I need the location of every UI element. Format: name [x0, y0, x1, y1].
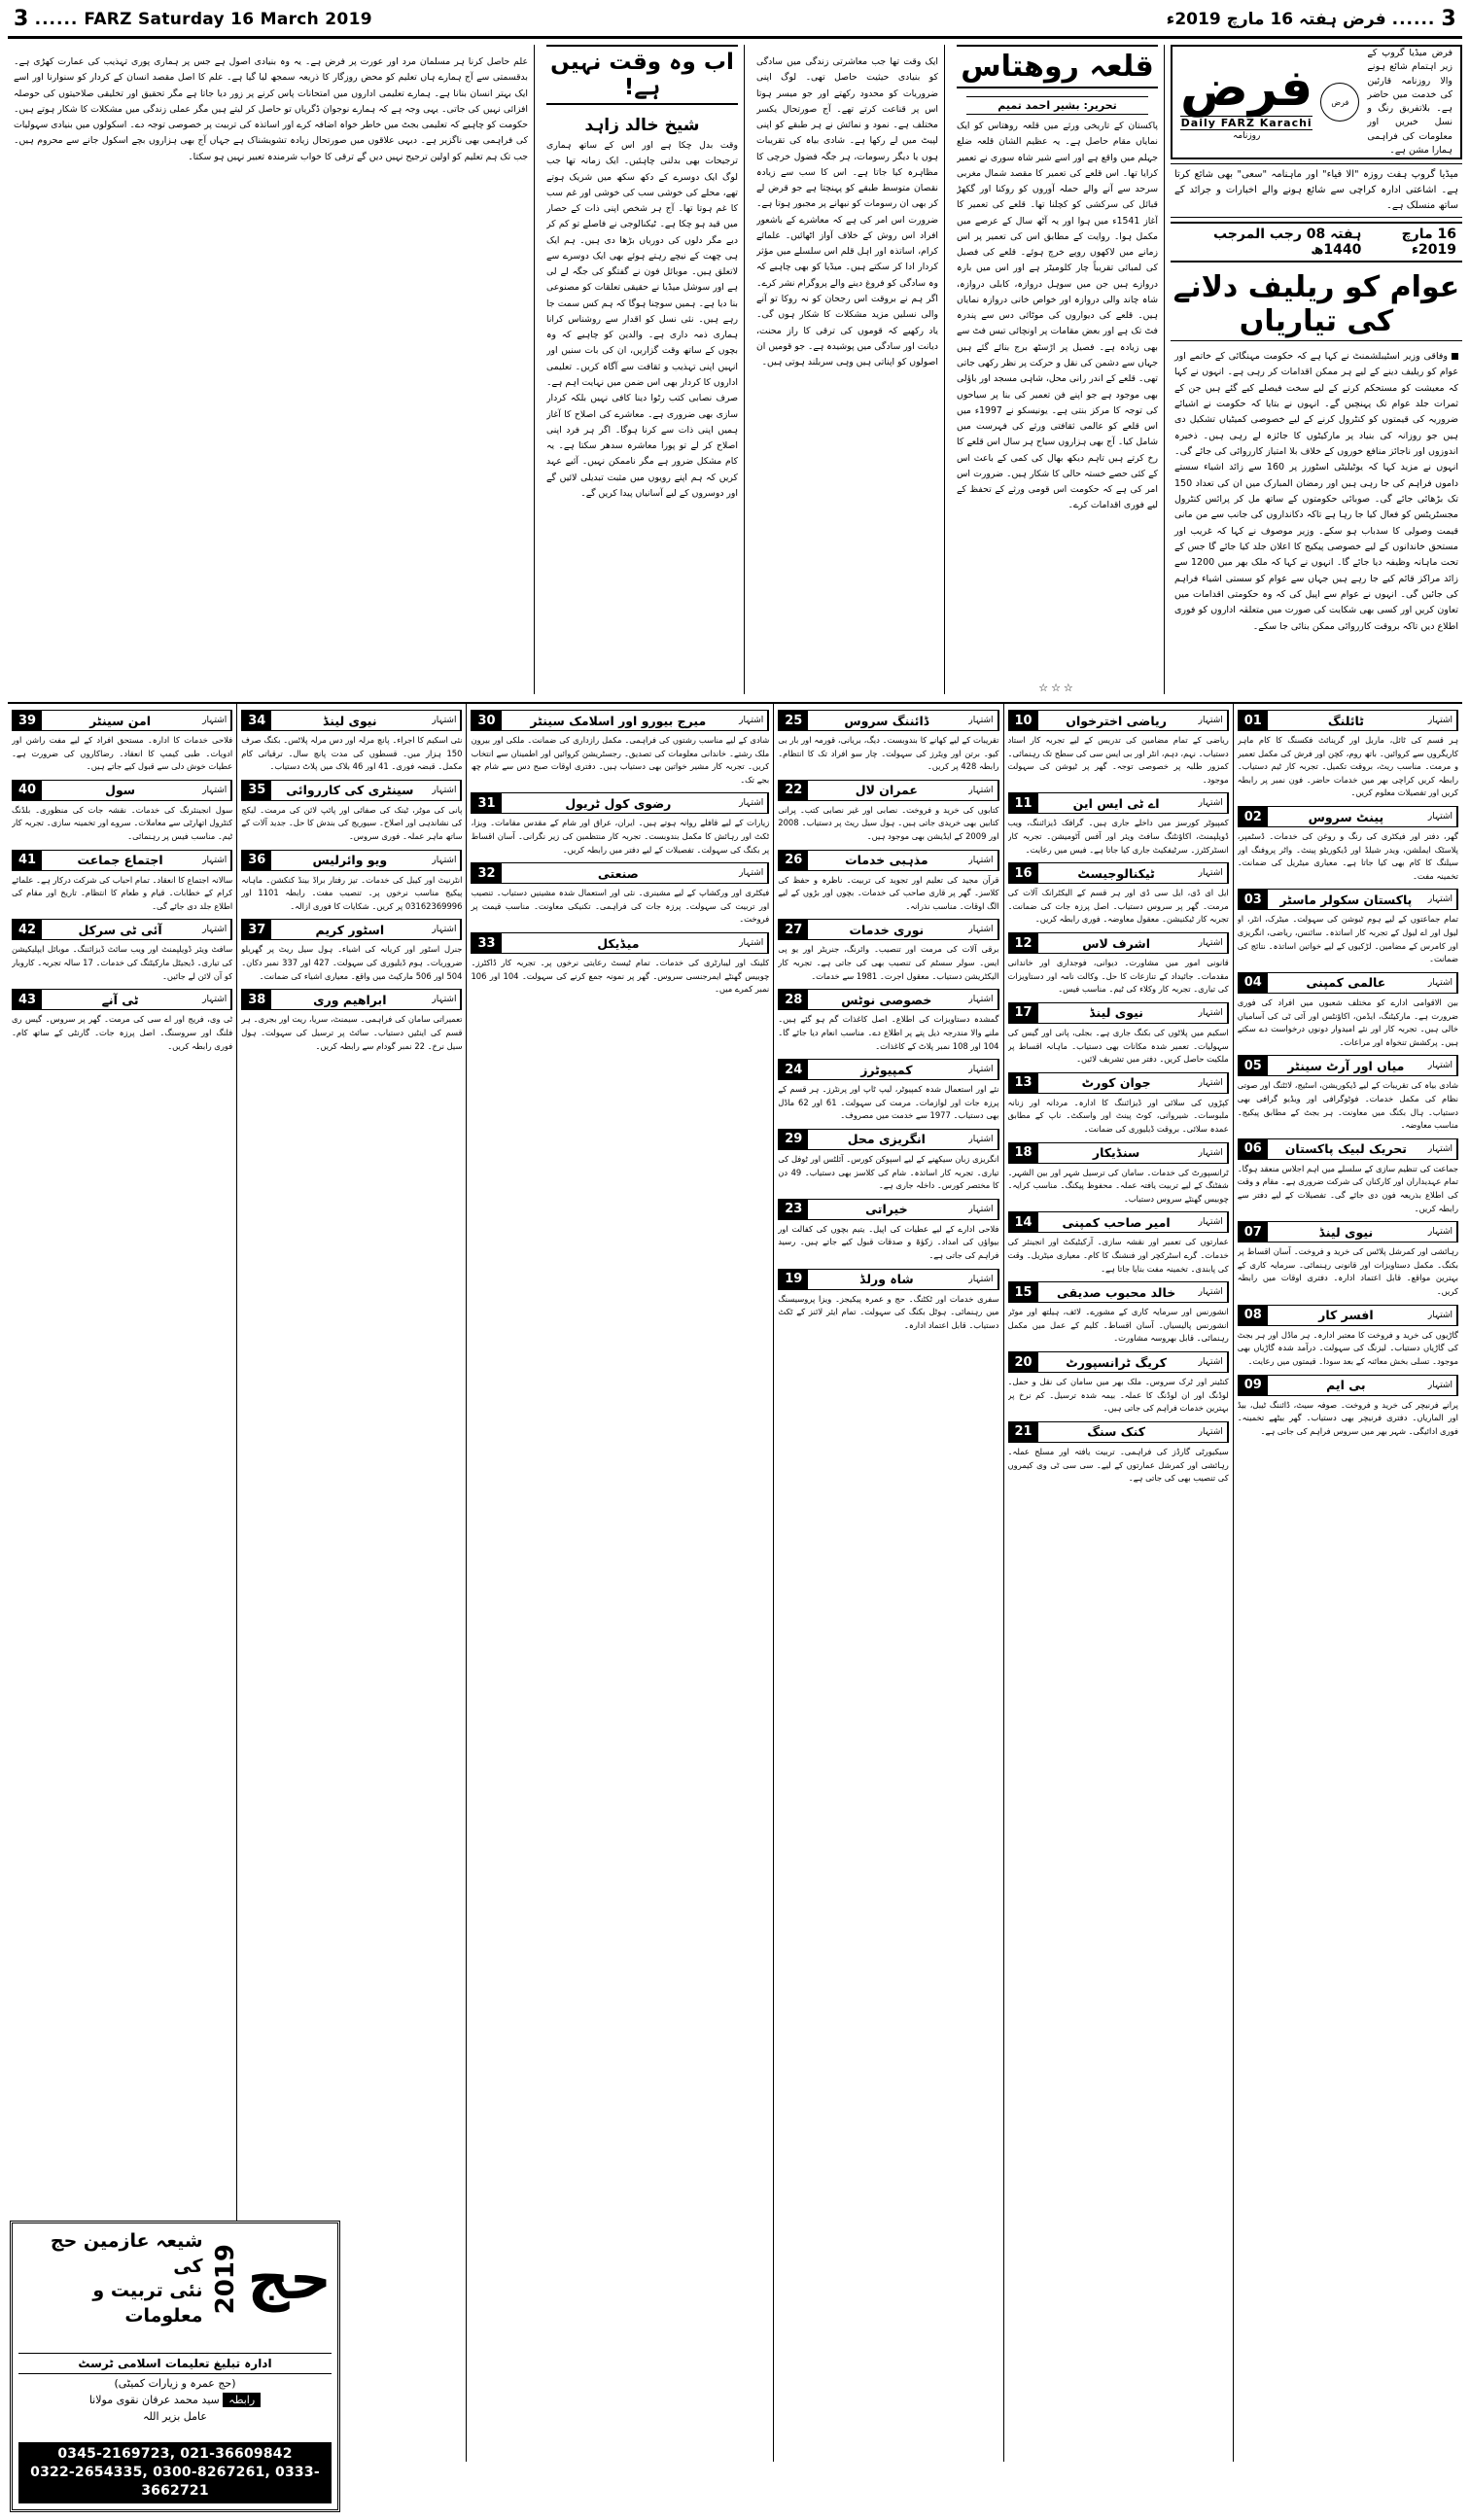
masthead-side-note: فرض میڈیا گروپ کے زیر اہتمام شائع ہونے والا روزنامہ قارئین کی خدمت میں حاضر ہے۔ بلاتفریق رنگ و نسل خبریں اور معلومات کی فراہمی ہمارا مشن ہے۔ — [1367, 48, 1452, 156]
classified-heading[interactable] — [241, 919, 462, 940]
category-number: 32 — [472, 863, 501, 883]
classified-body: سول انجینئرنگ کی خدمات۔ نقشہ جات کی منظوری۔ بلڈنگ کنٹرول اتھارٹی سے معاملات۔ سروے اور تخمینہ سازی۔ تجربہ کار ٹیم۔ مناسب فیس پر رہنمائی۔ — [11, 804, 233, 842]
classified-heading[interactable] — [471, 710, 769, 731]
article-title: قلعہ روھتاس — [957, 45, 1158, 88]
classified-column-4 — [466, 704, 773, 2462]
classified-body: شادی کے لیے مناسب رشتوں کی فراہمی۔ مکمل رازداری کی ضمانت۔ ملکی اور بیرون ملک رشتے۔ خاندانی معلومات کی تصدیق۔ رجسٹریشن کروائیں اور اطمینان سے انتخاب کریں۔ تجربہ کار مشیر خواتین بھی دستیاب ہیں۔ دفتری اوقات صبح دس سے شام چھ بجے تک۔ — [471, 735, 770, 785]
advert-person-name: سید محمد عرفان نقوی مولانا — [88, 2393, 220, 2406]
classified-heading[interactable] — [1238, 1305, 1458, 1326]
category-number: 30 — [472, 711, 501, 730]
category-tag: اشتہار — [964, 1060, 998, 1079]
category-tag: اشتہار — [964, 781, 998, 800]
category-number: 36 — [242, 851, 271, 870]
category-number: 31 — [472, 793, 501, 813]
advert-phone-line-2: 0322-2654335, 0300-8267261, 0333-3662721 — [30, 2465, 320, 2500]
category-number: 11 — [1009, 793, 1038, 813]
category-name: کمپیوٹرز — [860, 1062, 913, 1077]
classified-body: ہر قسم کی ٹائل، ماربل اور گرینائٹ فکسنگ کا کام ماہر کاریگروں سے کروائیں۔ باتھ روم، کچن اور فرش کی مکمل تعمیر و مرمت۔ مناسب ریٹ، بروقت تکمیل۔ تجربہ کار ٹیم دستیاب۔ رابطہ کریں کراچی بھر میں خدمات حاضر۔ فون نمبر پر رابطہ کریں اور تفصیلات معلوم کریں۔ — [1237, 735, 1458, 798]
classified-body: سالانہ اجتماع کا انعقاد۔ تمام احباب کی شرکت درکار ہے۔ علمائے کرام کے خطابات۔ قیام و طعام کا انتظام۔ تاریخ اور مقام کی اطلاع جلد دی جائے گی۔ — [11, 874, 233, 911]
category-name: ابراھیم وری — [313, 992, 387, 1007]
category-name: پاکستان سکولر ماسٹر — [1279, 892, 1413, 907]
category-name: ریاضی اخترخواں — [1066, 713, 1167, 728]
category-tag: اشتہار — [735, 793, 768, 813]
category-number: 27 — [779, 920, 808, 939]
category-name: سینٹری کی کارروائی — [286, 783, 414, 798]
category-number: 10 — [1009, 711, 1038, 730]
classified-heading[interactable] — [1238, 972, 1458, 994]
dateline-gregorian: 16 مارچ 2019ء — [1401, 227, 1456, 258]
page-number-left: 3 — [14, 7, 29, 31]
category-number: 05 — [1239, 1056, 1268, 1075]
category-number: 37 — [242, 920, 271, 939]
classified-heading[interactable] — [241, 710, 462, 731]
header-left — [14, 7, 372, 31]
category-number: 08 — [1239, 1306, 1268, 1325]
category-tag: اشتہار — [428, 711, 461, 730]
category-name: اے ٹی ایس این — [1072, 795, 1160, 811]
advert-org-sub: (حج عمرہ و زیارات کمیٹی) — [114, 2376, 236, 2390]
bullet-square-icon — [1452, 353, 1458, 360]
advert-person — [18, 2393, 332, 2407]
category-tag: اشتہار — [1424, 1056, 1457, 1075]
classified-body: نئے اور استعمال شدہ کمپیوٹر، لیپ ٹاپ اور پرنٹرز۔ ہر قسم کے پرزہ جات اور لوازمات۔ مرمت کی سہولت۔ 61 اور 62 ماڈل بھی دستیاب۔ 1977 سے خدمت میں مصروف۔ — [778, 1084, 999, 1121]
category-number: 24 — [779, 1060, 808, 1079]
category-tag: اشتہار — [735, 711, 768, 730]
classified-heading[interactable] — [12, 780, 232, 801]
article-title: اب وہ وقت نہیں ہے! — [546, 45, 738, 105]
category-name: میاں اور آرٹ سینٹر — [1287, 1058, 1405, 1073]
classified-body: قرآن مجید کی تعلیم اور تجوید کی تربیت۔ ناظرہ و حفظ کی کلاسز۔ گھر پر قاری صاحب کی خدمات۔ بچوں اور بڑوں کے لیے الگ اوقات۔ مناسب نذرانہ۔ — [778, 874, 999, 911]
category-name: امیر صاحب کمپنی — [1062, 1214, 1171, 1230]
category-tag: اشتہار — [1195, 711, 1228, 730]
category-name: رضوی کول ٹریول — [565, 795, 672, 811]
category-tag: اشتہار — [1195, 1212, 1228, 1232]
classified-body: جنرل اسٹور اور کریانہ کی اشیاء۔ ہول سیل ریٹ پر گھریلو ضروریات۔ ہوم ڈیلیوری کی سہولت۔ 427 اور 337 نمبر دکان۔ 504 اور 506 مارکیٹ میں واقع۔ معیاری اشیاء کی ضمانت۔ — [241, 944, 463, 981]
classified-body: زیارات کے لیے قافلے روانہ ہوتے ہیں۔ ایران، عراق اور شام کے مقدس مقامات۔ ویزا، ٹکٹ اور رہائش کا مکمل بندوبست۔ تجربہ کار منتظمین کی زیر نگرانی۔ آسان اقساط پر بکنگ کی سہولت۔ تفصیلات کے لیے دفتر میں رابطہ کریں۔ — [471, 818, 770, 855]
advert-contact-label: رابطہ — [223, 2393, 261, 2407]
brand-tagline: روزنامہ — [1232, 131, 1261, 141]
category-name: نیوی لینڈ — [1089, 1005, 1143, 1021]
category-tag: اشتہار — [428, 781, 461, 800]
category-name: ویو وائرلیس — [312, 853, 388, 868]
header-english-title: FARZ Saturday 16 March 2019 — [84, 9, 372, 29]
classified-body: انگریزی زبان سیکھنے کے لیے اسپوکن کورس۔ آئلٹس اور ٹوفل کی تیاری۔ تجربہ کار اساتذہ۔ شام کی کلاسز بھی دستیاب۔ 49 دن کا مختصر کورس۔ داخلہ جاری ہے۔ — [778, 1153, 999, 1191]
category-tag: اشتہار — [1195, 1352, 1228, 1372]
category-number: 39 — [13, 711, 42, 730]
classified-heading[interactable] — [778, 850, 998, 871]
category-number: 20 — [1009, 1352, 1038, 1372]
lead-headline: عوام کو ریلیف دلانے کی تیاریاں — [1171, 266, 1462, 341]
dateline-hijri: ہفتہ 08 رجب المرجب 1440ھ — [1212, 227, 1362, 258]
category-name: مذہبی خدمات — [845, 853, 928, 868]
category-tag: اشتہار — [1424, 1306, 1457, 1325]
article-body: علم حاصل کرنا ہر مسلمان مرد اور عورت پر فرض ہے۔ یہ وہ بنیادی اصول ہے جس پر ہماری پوری تہذیب کی عمارت کھڑی ہے۔ بدقسمتی سے آج ہمارے ہاں تعلیم کو محض روزگار کا ذریعہ سمجھ لیا گیا ہے۔ علم کا اصل مقصد انسان کے کردار کو سنوارنا اور اسے ایک بہتر انسان بنانا ہے۔ ہمارے تعلیمی اداروں میں امتحانات پاس کرنے پر زور دیا جاتا ہے مگر تحقیق اور تخلیقی صلاحیتوں کی حوصلہ افزائی نہیں کی جاتی۔ یہی وجہ ہے کہ ہمارے نوجوان ڈگریاں تو حاصل کر لیتے ہیں مگر عملی زندگی میں مشکلات کا شکار ہوتے ہیں۔ حکومت کو چاہیے کہ تعلیمی بجٹ میں خاطر خواہ اضافہ کرے اور اساتذہ کی تربیت پر خصوصی توجہ دے۔ اسکولوں میں بنیادی سہولیات کی فراہمی بھی ناگزیر ہے۔ دیہی علاقوں میں صورتحال زیادہ تشویشناک ہے جہاں آج بھی ہزاروں بچے اسکول جانے سے محروم ہیں۔ جب تک ہم تعلیم کو اولین ترجیح نہیں دیں گے ترقی کا خواب شرمندہ تعبیر نہیں ہو سکتا۔ — [14, 56, 528, 162]
classified-column-5 — [236, 704, 466, 2462]
classified-body: برقی آلات کی مرمت اور تنصیب۔ وائرنگ، جنریٹر اور یو پی ایس۔ سولر سسٹم کی تنصیب بھی کی جاتی ہے۔ تجربہ کار الیکٹریشن دستیاب۔ معقول اجرت۔ 1981 سے خدمات۔ — [778, 944, 999, 981]
category-number: 01 — [1239, 711, 1268, 730]
classified-heading[interactable] — [1008, 1351, 1229, 1373]
header-dots-left: ...... — [34, 9, 79, 29]
classified-heading[interactable] — [241, 850, 462, 871]
advert-big-word: حج — [247, 2245, 332, 2314]
category-name: بی ایم — [1326, 1378, 1366, 1392]
category-tag: اشتہار — [735, 863, 768, 883]
classified-body: فلاحی ادارے کے لیے عطیات کی اپیل۔ یتیم بچوں کی کفالت اور بیواؤں کی امداد۔ زکوٰۃ و صدقات قبول کیے جاتے ہیں۔ رسید فراہم کی جاتی ہے۔ — [778, 1223, 999, 1261]
classified-heading[interactable] — [778, 1059, 998, 1080]
header-right — [1167, 7, 1456, 31]
classified-body: جماعت کی تنظیم سازی کے سلسلے میں اہم اجلاس منعقد ہوگا۔ تمام عہدیداران اور کارکنان کی شرکت ضروری ہے۔ مقام و وقت کی اطلاع بذریعہ فون دی جائے گی۔ تفصیلات کے لیے دفتر سے رابطہ کریں۔ — [1237, 1163, 1458, 1213]
classified-body: کتابوں کی خرید و فروخت۔ نصابی اور غیر نصابی کتب۔ پرانی کتابیں بھی خریدی جاتی ہیں۔ ہول سیل ریٹ پر دستیاب۔ 2008 اور 2009 کے ایڈیشن بھی موجود ہیں۔ — [778, 804, 999, 842]
advert-phone-block[interactable] — [18, 2442, 332, 2503]
category-number: 21 — [1009, 1422, 1038, 1442]
category-name: شاہ ورلڈ — [859, 1272, 914, 1287]
classified-column-6 — [8, 704, 236, 2462]
category-number: 14 — [1009, 1212, 1038, 1232]
category-tag: اشتہار — [1424, 1222, 1457, 1242]
category-number: 23 — [779, 1200, 808, 1219]
classified-heading[interactable] — [241, 780, 462, 801]
classified-heading[interactable] — [1238, 1375, 1458, 1396]
brand-name-urdu: فرض — [1180, 59, 1313, 118]
page-header — [8, 6, 1462, 39]
classified-heading[interactable] — [1008, 862, 1229, 884]
classified-body: کنٹینر اور ٹرک سروس۔ ملک بھر میں سامان کی نقل و حمل۔ لوڈنگ اور ان لوڈنگ کا عملہ۔ بیمہ شدہ ترسیل۔ کم نرخ پر بہترین خدمات فراہم کی جاتی ہیں۔ — [1007, 1377, 1229, 1414]
category-number: 19 — [779, 1270, 808, 1289]
article-body: پاکستان کے تاریخی ورثے میں قلعہ روھتاس کو ایک نمایاں مقام حاصل ہے۔ یہ عظیم الشان قلعہ ضلع جہلم میں واقع ہے اور اسے شیر شاہ سوری نے تعمیر کرایا تھا۔ اس قلعے کی تعمیر کا مقصد شمال مغربی سرحد سے آنے والے حملہ آوروں کو روکنا اور گکھڑ قبائل کی سرکشی کو کچلنا تھا۔ قلعے کی تعمیر کا آغاز 1541ء میں ہوا اور یہ آٹھ سال کے عرصے میں مکمل ہوا۔ روایت کے مطابق اس کی تعمیر پر اس زمانے میں لاکھوں روپے خرچ ہوئے۔ قلعے کی فصیل کی لمبائی تقریباً چار کلومیٹر ہے اور اس میں بارہ دروازے ہیں جن میں سوہل دروازہ، کابلی دروازہ، شاہ چاند والی دروازہ اور خواص خانی دروازہ نمایاں ہیں۔ قلعے کی دیواروں کی موٹائی دس سے پندرہ فٹ تک ہے اور بعض مقامات پر اونچائی تیس فٹ سے بھی زیادہ ہے۔ فصیل پر اڑسٹھ برج بنائے گئے ہیں جہاں سے دشمن کی نقل و حرکت پر نظر رکھی جاتی تھی۔ قلعے کے اندر رانی محل، شاہی مسجد اور باؤلی بھی موجود ہے جو اپنے فن تعمیر کی بنا پر سیاحوں کی توجہ کا مرکز بنتی ہے۔ یونیسکو نے 1997ء میں اس قلعے کو عالمی ثقافتی ورثے کی فہرست میں شامل کیا۔ آج بھی ہزاروں سیاح ہر سال اس قلعے کا رخ کرتے ہیں تاہم دیکھ بھال کی کمی کے باعث اس کے کئی حصے خستہ حالی کا شکار ہیں۔ ضرورت اس امر کی ہے کہ حکومت اس قومی ورثے کے تحفظ کے لیے فوری اقدامات کرے۔ — [957, 121, 1158, 511]
dateline — [1171, 222, 1462, 262]
advert-line-1: شیعہ عازمین حج کی — [50, 2230, 203, 2277]
classified-column-3 — [773, 704, 1002, 2462]
category-number: 33 — [472, 933, 501, 953]
classified-body: گاڑیوں کی خرید و فروخت کا معتبر ادارہ۔ ہر ماڈل اور ہر بجٹ کی گاڑیاں دستیاب۔ لیزنگ کی سہولت۔ درآمد شدہ گاڑیاں بھی موجود۔ تسلی بخش معائنہ کے بعد سودا۔ قیمتوں میں رعایت۔ — [1237, 1329, 1458, 1366]
classified-heading[interactable] — [778, 1269, 998, 1290]
category-number: 12 — [1009, 933, 1038, 953]
category-number: 15 — [1009, 1282, 1038, 1302]
classified-heading[interactable] — [1008, 1281, 1229, 1303]
classified-body: تعمیراتی سامان کی فراہمی۔ سیمنٹ، سریا، ریت اور بجری۔ ہر قسم کی اینٹیں دستیاب۔ سائٹ پر ترسیل کی سہولت۔ ہول سیل نرخ۔ 22 نمبر گودام سے رابطہ کریں۔ — [241, 1014, 463, 1051]
category-tag: اشتہار — [964, 711, 998, 730]
hajj-advertisement[interactable] — [10, 2221, 340, 2512]
classified-body: انشورنس اور سرمایہ کاری کے مشورے۔ لائف، ہیلتھ اور موٹر انشورنس پالیسیاں۔ آسان اقساط۔ کلیم کے عمل میں مکمل رہنمائی۔ قابل بھروسہ مشاورت۔ — [1007, 1307, 1229, 1344]
classified-heading[interactable] — [1008, 1421, 1229, 1443]
classified-heading[interactable] — [1008, 932, 1229, 954]
category-tag: اشتہار — [964, 1270, 998, 1289]
classified-body: گھر، دفتر اور فیکٹری کی رنگ و روغن کی خدمات۔ ڈسٹمپر، پلاسٹک ایملشن، ویدر شیلڈ اور ڈیکوریٹو پینٹ۔ واٹر پروفنگ اور سیلنگ کا کام بھی کیا جاتا ہے۔ معیاری میٹریل کی ضمانت۔ تخمینہ مفت۔ — [1237, 831, 1458, 881]
classified-heading[interactable] — [778, 1129, 998, 1150]
category-number: 04 — [1239, 973, 1268, 993]
category-number: 43 — [13, 990, 42, 1009]
advert-top — [18, 2229, 332, 2329]
classified-heading[interactable] — [471, 932, 769, 954]
brand-logo — [1180, 59, 1313, 141]
classified-heading[interactable] — [1008, 710, 1229, 731]
classified-heading[interactable] — [1008, 1072, 1229, 1094]
star-divider-icon: ☆☆☆ — [1038, 682, 1076, 694]
classified-heading[interactable] — [1238, 806, 1458, 827]
classified-heading[interactable] — [12, 850, 232, 871]
category-number: 16 — [1009, 863, 1038, 883]
classified-heading[interactable] — [471, 792, 769, 814]
classified-heading[interactable] — [241, 989, 462, 1010]
category-number: 26 — [779, 851, 808, 870]
category-tag: اشتہار — [1195, 1143, 1228, 1163]
category-tag: اشتہار — [964, 920, 998, 939]
advert-org: ادارہ تبلیغ تعلیمات اسلامی ٹرسٹ — [18, 2353, 332, 2374]
category-tag: اشتہار — [1195, 1073, 1228, 1093]
category-number: 17 — [1009, 1003, 1038, 1023]
category-name: ٹیکنالوجیسٹ — [1077, 865, 1155, 881]
header-dots-right: ...... — [1391, 9, 1436, 29]
category-number: 18 — [1009, 1143, 1038, 1163]
category-name: کریگ ٹرانسپورٹ — [1066, 1354, 1167, 1370]
category-name: اجتماع جماعت — [77, 853, 163, 868]
category-tag: اشتہار — [428, 920, 461, 939]
category-name: میڈیکل — [597, 935, 640, 951]
article-ab-wo-waqt — [541, 45, 745, 694]
category-number: 07 — [1239, 1222, 1268, 1242]
category-name: ٹائلنگ — [1327, 713, 1364, 728]
classified-heading[interactable] — [12, 989, 232, 1010]
seal-icon: فرض — [1320, 83, 1359, 122]
classified-grid — [8, 702, 1462, 2462]
classified-column-1 — [1233, 704, 1462, 2462]
category-number: 25 — [779, 711, 808, 730]
classified-body: انٹرنیٹ اور کیبل کی خدمات۔ تیز رفتار براڈ بینڈ کنکشن۔ ماہانہ پیکیج مناسب نرخوں پر۔ تنصیب مفت۔ رابطہ 1101 اور 03162369996 پر کریں۔ شکایات کا فوری ازالہ۔ — [241, 874, 463, 911]
category-number: 13 — [1009, 1073, 1038, 1093]
classified-body: ایل ای ڈی، ایل سی ڈی اور ہر قسم کے الیکٹرانک آلات کی مرمت۔ گھر پر سروس دستیاب۔ اصل پرزہ جات کی ضمانت۔ تجربہ کار ٹیکنیشن۔ معقول معاوضہ۔ فوری رابطہ کریں۔ — [1007, 888, 1229, 925]
category-name: نوری خدمات — [849, 922, 925, 937]
category-name: خیراتی — [865, 1202, 908, 1217]
category-tag: اشتہار — [198, 711, 231, 730]
advert-middle — [18, 2349, 332, 2423]
category-tag: اشتہار — [1195, 933, 1228, 953]
category-number: 29 — [779, 1130, 808, 1149]
classified-heading[interactable] — [1238, 889, 1458, 910]
page-number-right: 3 — [1441, 7, 1456, 31]
category-tag: اشتہار — [1424, 973, 1457, 993]
category-tag: اشتہار — [1195, 1003, 1228, 1023]
category-number: 42 — [13, 920, 42, 939]
category-tag: اشتہار — [198, 781, 231, 800]
advert-line-2: نئی تربیت و معلومات — [92, 2280, 203, 2327]
category-number: 41 — [13, 851, 42, 870]
classified-heading[interactable] — [778, 989, 998, 1010]
category-number: 02 — [1239, 807, 1268, 826]
masthead-logo-box — [1171, 45, 1462, 159]
category-number: 03 — [1239, 890, 1268, 909]
category-tag: اشتہار — [1424, 890, 1457, 909]
classified-heading[interactable] — [12, 919, 232, 940]
category-tag: اشتہار — [1195, 793, 1228, 813]
category-name: تحریک لبیک پاکستان — [1284, 1141, 1407, 1157]
classified-body: گمشدہ دستاویزات کی اطلاع۔ اصل کاغذات گم ہو گئے ہیں۔ ملنے والا مندرجہ ذیل پتے پر اطلاع دے۔ مناسب انعام دیا جائے گا۔ 104 اور 108 نمبر پلاٹ کے کاغذات۔ — [778, 1014, 999, 1051]
category-name: جوان کورٹ — [1081, 1075, 1151, 1091]
category-name: ڈائننگ سروس — [844, 713, 929, 728]
classified-heading[interactable] — [778, 919, 998, 940]
category-number: 35 — [242, 781, 271, 800]
category-name: افسر کار — [1318, 1308, 1374, 1323]
category-number: 34 — [242, 711, 271, 730]
category-name: اسٹور کریم — [315, 922, 385, 937]
category-name: آئی ٹی سرکل — [78, 922, 162, 937]
category-name: سول — [105, 783, 136, 798]
category-tag: اشتہار — [1195, 1282, 1228, 1302]
masthead-strip-note: میڈیا گروپ ہفت روزہ "الا فیاء" اور ماہنامہ "سعی" بھی شائع کرتا ہے۔ اشاعتی ادارہ کراچی سے شائع ہونے والے اخبارات و جرائد کے ساتھ منسلک ہے۔ — [1171, 163, 1462, 218]
classified-body: نئی اسکیم کا اجراء۔ پانچ مرلہ اور دس مرلہ پلاٹس۔ بکنگ صرف 150 ہزار میں۔ قسطوں کی مدت پانچ سال۔ ترقیاتی کام مکمل۔ قبضہ فوری۔ 41 اور 46 بلاک میں پلاٹ دستیاب۔ — [241, 735, 463, 772]
classified-body: اسکیم میں پلاٹوں کی بکنگ جاری ہے۔ بجلی، پانی اور گیس کی سہولیات۔ تعمیر شدہ مکانات بھی دستیاب۔ ماہانہ اقساط پر ملکیت حاصل کریں۔ دفتر میں تشریف لائیں۔ — [1007, 1027, 1229, 1065]
category-tag: اشتہار — [1195, 1422, 1228, 1442]
category-name: ٹی آنے — [101, 992, 139, 1007]
lead-body-text: وفاقی وزیر اسٹیبلشمنٹ نے کہا ہے کہ حکومت مہنگائی کے خاتمے اور عوام کو ریلیف دینے کے لیے ہر ممکن اقدامات کر رہی ہے۔ انہوں نے کہا کہ معیشت کو مستحکم کرنے کے لیے سخت فیصلے کیے گئے ہیں جن کے ثمرات جلد عوام تک پہنچیں گے۔ انہوں نے بتایا کہ حکومت نے اشیائے ضروریہ کی قیمتوں کو کنٹرول کرنے کے لیے خصوصی کمیٹیاں تشکیل دی ہیں جو روزانہ کی بنیاد پر مارکیٹوں کا جائزہ لے رہی ہیں۔ ذخیرہ اندوزوں اور ناجائز منافع خوروں کے خلاف بلا امتیاز کارروائی کی جائے گی۔ انہوں نے مزید کہا کہ یوٹیلیٹی اسٹورز پر 160 سے زائد اشیاء سستے داموں فراہم کی جا رہی ہیں اور رمضان المبارک میں ان کی تعداد 150 تک بڑھائی جائے گی۔ صوبائی حکومتوں کے ساتھ مل کر پرائس کنٹرول مجسٹریٹس کو فعال کیا جا رہا ہے تاکہ دکانداروں کی جانب سے من مانی قیمت وصولی کا سدباب ہو سکے۔ وزیر موصوف نے کہا کہ غریب اور مستحق خاندانوں کے لیے خصوصی پیکیج کا اعلان جلد کیا جائے گا جس کے تحت ماہانہ وظیفہ دیا جائے گا۔ انہوں نے کہا کہ ملک بھر میں 1200 سے زائد مراکز قائم کیے جا رہے ہیں جہاں سے عوام کو سستی اشیاء فراہم کی جائیں گی۔ انہوں نے عوام سے اپیل کی کہ وہ حکومتی اقدامات میں تعاون کریں اور کسی بھی شکایت کی صورت میں متعلقہ اداروں کو فوری اطلاع دیں تاکہ بروقت کارروائی ممکن بنائی جا سکے۔ — [1174, 351, 1459, 632]
category-name: پینٹ سروس — [1308, 809, 1384, 824]
category-name: عمران لال — [855, 783, 918, 798]
category-number: 22 — [779, 781, 808, 800]
category-tag: اشتہار — [964, 1200, 998, 1219]
category-tag: اشتہار — [735, 933, 768, 953]
category-name: صنعتی — [597, 865, 639, 881]
category-tag: اشتہار — [198, 920, 231, 939]
classified-heading[interactable] — [1008, 1211, 1229, 1233]
category-tag: اشتہار — [1195, 863, 1228, 883]
classified-body: تقریبات کے لیے کھانے کا بندوبست۔ دیگ، بریانی، قورمہ اور بار بی کیو۔ برتن اور ویٹرز کی سہولت۔ چار سو افراد تک کا انتظام۔ رابطہ 428 پر کریں۔ — [778, 735, 999, 772]
category-tag: اشتہار — [964, 990, 998, 1009]
upper-article-zone — [8, 45, 1462, 694]
classified-body: ریاضی کے تمام مضامین کی تدریس کے لیے تجربہ کار استاد دستیاب۔ نہم، دہم، انٹر اور بی ایس سی کی سطح تک رہنمائی۔ کمزور طلبہ پر خصوصی توجہ۔ گھر پر ٹیوشن کی سہولت موجود۔ — [1007, 735, 1229, 785]
classified-heading[interactable] — [1008, 1142, 1229, 1164]
masthead-column — [1171, 45, 1462, 694]
classified-body: سافٹ ویئر ڈویلپمنٹ اور ویب سائٹ ڈیزائننگ۔ موبائل ایپلیکیشن کی تیاری۔ ڈیجیٹل مارکیٹنگ کی خدمات۔ 17 سالہ تجربہ۔ کاروبار کو آن لائن لے جائیں۔ — [11, 944, 233, 981]
category-number: 09 — [1239, 1376, 1268, 1395]
category-name: اشرف لاس — [1082, 935, 1151, 951]
category-tag: اشتہار — [1424, 711, 1457, 730]
category-number: 06 — [1239, 1139, 1268, 1159]
classified-body: ٹی وی، فریج اور اے سی کی مرمت۔ گھر پر سروس۔ گیس ری فلنگ اور سروسنگ۔ اصل پرزہ جات۔ گارنٹی کے ساتھ کام۔ فوری رابطہ کریں۔ — [11, 1014, 233, 1051]
classified-heading[interactable] — [778, 710, 998, 731]
category-tag: اشتہار — [198, 990, 231, 1009]
category-number: 38 — [242, 990, 271, 1009]
classified-column-2 — [1003, 704, 1233, 2462]
lead-body — [1171, 345, 1462, 694]
category-name: خصوصی نوٹس — [841, 992, 932, 1007]
category-name: نیوی لینڈ — [1318, 1224, 1374, 1240]
classified-heading[interactable] — [1238, 1055, 1458, 1076]
classified-heading[interactable] — [778, 1199, 998, 1220]
classified-body: سفری خدمات اور ٹکٹنگ۔ حج و عمرہ پیکیجز۔ ویزا پروسیسنگ میں رہنمائی۔ ہوٹل بکنگ کی سہولت۔ تمام ایئر لائنز کے ٹکٹ دستیاب۔ قابل اعتماد ادارہ۔ — [778, 1293, 999, 1330]
category-name: امن سینٹر — [89, 713, 152, 728]
classified-body: سیکیورٹی گارڈز کی فراہمی۔ تربیت یافتہ اور مسلح عملہ۔ رہائشی اور کمرشل عمارتوں کے لیے۔ سی سی ٹی وی کیمروں کی تنصیب بھی کی جاتی ہے۔ — [1007, 1446, 1229, 1484]
classified-body: پانی کی موٹر، ٹینک کی صفائی اور پائپ لائن کی مرمت۔ لیکج کی نشاندہی اور اصلاح۔ سیوریج کی بندش کا حل۔ جدید آلات کے ساتھ ماہر عملہ۔ فوری سروس۔ — [241, 804, 463, 842]
classified-body: کپڑوں کی سلائی اور ڈیزائننگ کا ادارہ۔ مردانہ اور زنانہ ملبوسات۔ شیروانی، کوٹ پینٹ اور واسکٹ۔ ناپ کے مطابق عمدہ سلائی۔ بروقت ڈیلیوری کی ضمانت۔ — [1007, 1097, 1229, 1134]
advert-phone-line-1: 0345-2169723, 021-36609842 — [57, 2446, 293, 2463]
classified-body: عمارتوں کی تعمیر اور نقشہ سازی۔ آرکیٹیکٹ اور انجینئر کی خدمات۔ گرے اسٹرکچر اور فنشنگ کا کام۔ معیاری میٹریل۔ وقت کی پابندی۔ تخمینہ مفت بنایا جاتا ہے۔ — [1007, 1237, 1229, 1274]
classified-heading[interactable] — [1008, 1002, 1229, 1024]
classified-body: کمپیوٹر کورسز میں داخلے جاری ہیں۔ گرافک ڈیزائننگ، ویب ڈویلپمنٹ، اکاؤنٹنگ سافٹ ویئر اور آفس آٹومیشن۔ تجربہ کار انسٹرکٹرز۔ سرٹیفکیٹ جاری کیا جاتا ہے۔ فیس میں رعایت۔ — [1007, 818, 1229, 855]
category-tag: اشتہار — [1424, 1376, 1457, 1395]
category-number: 40 — [13, 781, 42, 800]
category-number: 28 — [779, 990, 808, 1009]
classified-body: شادی بیاہ کی تقریبات کے لیے ڈیکوریشن، اسٹیج، لائٹنگ اور صوتی نظام کی مکمل خدمات۔ فوٹوگرافی اور ویڈیو گرافی بھی دستیاب۔ ہال بکنگ میں معاونت۔ ہر بجٹ کے مطابق پیکیج۔ مناسب معاوضہ۔ — [1237, 1080, 1458, 1131]
classified-body: رہائشی اور کمرشل پلاٹس کی خرید و فروخت۔ آسان اقساط پر بکنگ۔ مکمل دستاویزات اور قانونی رہنمائی۔ سرمایہ کاری کے بہترین مواقع۔ قابل اعتماد ادارہ۔ دفتری اوقات میں رابطہ کریں۔ — [1237, 1246, 1458, 1297]
classified-body: تمام جماعتوں کے لیے ہوم ٹیوشن کی سہولت۔ میٹرک، انٹر، او لیول اور اے لیول کے تجربہ کار اساتذہ۔ سائنس، ریاضی، انگریزی اور کامرس کے مضامین۔ لڑکیوں کے لیے خواتین اساتذہ۔ نتائج کی ضمانت۔ — [1237, 914, 1458, 964]
header-urdu-title: فرض ہفتہ 16 مارچ 2019ء — [1166, 10, 1386, 29]
category-name: انگریزی محل — [847, 1132, 926, 1147]
category-tag: اشتہار — [1424, 807, 1457, 826]
classified-body: بین الاقوامی ادارے کو مختلف شعبوں میں افراد کی فوری ضرورت ہے۔ مارکیٹنگ، ایڈمن، اکاؤنٹس اور آئی ٹی کی آسامیاں خالی ہیں۔ تجربہ کار اور نئے امیدوار دونوں درخواست دے سکتے ہیں۔ پرکشش تنخواہ اور مراعات۔ — [1237, 997, 1458, 1047]
article-column-3 — [751, 45, 945, 694]
classified-body: فیکٹری اور ورکشاپ کے لیے مشینری۔ نئی اور استعمال شدہ مشینیں دستیاب۔ تنصیب اور تربیت کی سہولت۔ پرزہ جات کی فراہمی۔ تکنیکی معاونت۔ مناسب قیمت پر فروخت۔ — [471, 888, 770, 925]
category-tag: اشتہار — [198, 851, 231, 870]
article-body: ایک وقت تھا جب معاشرتی زندگی میں سادگی کو بنیادی حیثیت حاصل تھی۔ لوگ اپنی ضروریات کو محدود رکھتے اور جو میسر ہوتا اس پر قناعت کرتے تھے۔ آج صورتحال یکسر مختلف ہے۔ نمود و نمائش نے ہر طبقے کو اپنی لپیٹ میں لے رکھا ہے۔ شادی بیاہ کی تقریبات ہوں یا دیگر رسومات، ہر جگہ فضول خرچی کا مظاہرہ کیا جاتا ہے۔ اس کا سب سے زیادہ نقصان متوسط طبقے کو پہنچتا ہے جو قرض لے کر بھی ان رسومات کو نبھانے پر مجبور ہوتا ہے۔ ضرورت اس امر کی ہے کہ معاشرے کے باشعور افراد اس روش کے خلاف آواز اٹھائیں۔ علمائے کرام، اساتذہ اور اہل قلم اس سلسلے میں مؤثر کردار ادا کر سکتے ہیں۔ میڈیا کو بھی چاہیے کہ وہ سادگی کو فروغ دینے والے پروگرام نشر کرے۔ اگر ہم نے بروقت اس رجحان کو نہ روکا تو آنے والی نسلیں مزید مشکلات کا شکار ہوں گی۔ یاد رکھیے کہ قوموں کی ترقی کا راز محنت، دیانت اور سادگی میں پوشیدہ ہے۔ جو قومیں ان اصولوں کو اپناتی ہیں وہی سربلند ہوتی ہیں۔ — [756, 56, 938, 368]
category-tag: اشتہار — [964, 1130, 998, 1149]
article-qila-rohtas — [951, 45, 1165, 694]
brand-name-english: Daily FARZ Karachi — [1180, 117, 1312, 129]
category-name: سنڈیکار — [1092, 1145, 1140, 1161]
category-tag: اشتہار — [964, 851, 998, 870]
category-name: میرج بیورو اور اسلامک سینٹر — [530, 713, 707, 728]
classified-heading[interactable] — [1238, 710, 1458, 731]
classified-body: کلینک اور لیبارٹری کی خدمات۔ تمام ٹیسٹ رعایتی نرخوں پر۔ تجربہ کار ڈاکٹرز۔ چوبیس گھنٹے ایمرجنسی سروس۔ گھر پر نمونہ جمع کرنے کی سہولت۔ 104 اور 106 نمبر کمرے میں۔ — [471, 958, 770, 995]
classified-heading[interactable] — [1238, 1138, 1458, 1160]
classified-heading[interactable] — [1008, 792, 1229, 814]
article-byline: تحریر: بشیر احمد تمیم — [966, 96, 1148, 115]
category-name: عالمی کمپنی — [1306, 975, 1386, 991]
classified-heading[interactable] — [12, 710, 232, 731]
article-column-5 — [8, 45, 535, 694]
classified-heading[interactable] — [1238, 1221, 1458, 1242]
advert-year: 2019 — [210, 2244, 240, 2315]
category-tag: اشتہار — [1424, 1139, 1457, 1159]
classified-heading[interactable] — [778, 780, 998, 801]
category-name: کنک سنگ — [1087, 1424, 1145, 1440]
article-body: وقت بدل چکا ہے اور اس کے ساتھ ہماری ترجیحات بھی بدلنی چاہئیں۔ ایک زمانہ تھا جب لوگ ایک دوسرے کے دکھ سکھ میں شریک ہوتے تھے، محلے کی خوشی سب کی خوشی اور غم سب کا غم ہوتا تھا۔ آج ہر شخص اپنی ذات کے حصار میں قید ہو چکا ہے۔ ٹیکنالوجی نے فاصلے تو کم کر دیے مگر دلوں کی دوریاں بڑھا دی ہیں۔ ہم ایک ہی چھت کے نیچے رہتے ہوئے بھی ایک دوسرے سے لاتعلق ہیں۔ موبائل فون نے گفتگو کی جگہ لے لی ہے اور سوشل میڈیا نے حقیقی تعلقات کو مصنوعی بنا دیا ہے۔ ہمیں سوچنا ہوگا کہ ہم کس سمت جا رہے ہیں۔ نئی نسل کو اقدار سے روشناس کرانا ہماری ذمہ داری ہے۔ والدین کو چاہیے کہ وہ بچوں کے ساتھ وقت گزاریں، ان کی بات سنیں اور انہیں اپنی تہذیب و ثقافت سے آگاہ کریں۔ تعلیمی اداروں کا کردار بھی اس ضمن میں نہایت اہم ہے۔ صرف نصابی کتب رٹوا دینا کافی نہیں بلکہ کردار سازی بھی ضروری ہے۔ معاشرے کی اصلاح کا آغاز ہمیں اپنی ذات سے کرنا ہوگا۔ اگر ہر فرد اپنی اصلاح کر لے تو پورا معاشرہ سدھر سکتا ہے۔ یہ کام مشکل ضرور ہے مگر ناممکن نہیں۔ آئیے عہد کریں کہ ہم اپنے رویوں میں مثبت تبدیلی لائیں گے اور دوسروں کے لیے آسانیاں پیدا کریں گے۔ — [546, 140, 738, 499]
article-subhead: شیخ خالد زاہد — [584, 116, 700, 135]
category-tag: اشتہار — [428, 851, 461, 870]
category-tag: اشتہار — [428, 990, 461, 1009]
classified-body: پرانے فرنیچر کی خرید و فروخت۔ صوفہ سیٹ، ڈائننگ ٹیبل، بیڈ اور الماریاں۔ دفتری فرنیچر بھی دستیاب۔ گھر بیٹھے تخمینہ۔ فوری ادائیگی۔ شہر بھر میں سروس فراہم کی جاتی ہے۔ — [1237, 1399, 1458, 1436]
advert-person-sub: عامل بزیر اللہ — [143, 2409, 207, 2423]
classified-body: قانونی امور میں مشاورت۔ دیوانی، فوجداری اور خاندانی مقدمات۔ جائیداد کے تنازعات کا حل۔ وکالت نامہ اور دستاویزات کی تیاری۔ تجربہ کار وکلاء کی ٹیم۔ مناسب فیس۔ — [1007, 958, 1229, 995]
classified-body: ٹرانسپورٹ کی خدمات۔ سامان کی ترسیل شہر اور بین الشہر۔ شفٹنگ کے لیے تربیت یافتہ عملہ۔ محفوظ پیکنگ۔ مناسب کرایہ۔ چوبیس گھنٹے سروس دستیاب۔ — [1007, 1167, 1229, 1204]
category-name: نیوی لینڈ — [323, 713, 377, 728]
advert-lines — [18, 2229, 203, 2329]
classified-body: فلاحی خدمات کا ادارہ۔ مستحق افراد کے لیے مفت راشن اور ادویات۔ طبی کیمپ کا انعقاد۔ رضاکاروں کی ضرورت ہے۔ عطیات خوش دلی سے قبول کیے جاتے ہیں۔ — [11, 735, 233, 772]
classified-heading[interactable] — [471, 862, 769, 884]
category-name: خالد محبوب صدیقی — [1057, 1284, 1176, 1300]
